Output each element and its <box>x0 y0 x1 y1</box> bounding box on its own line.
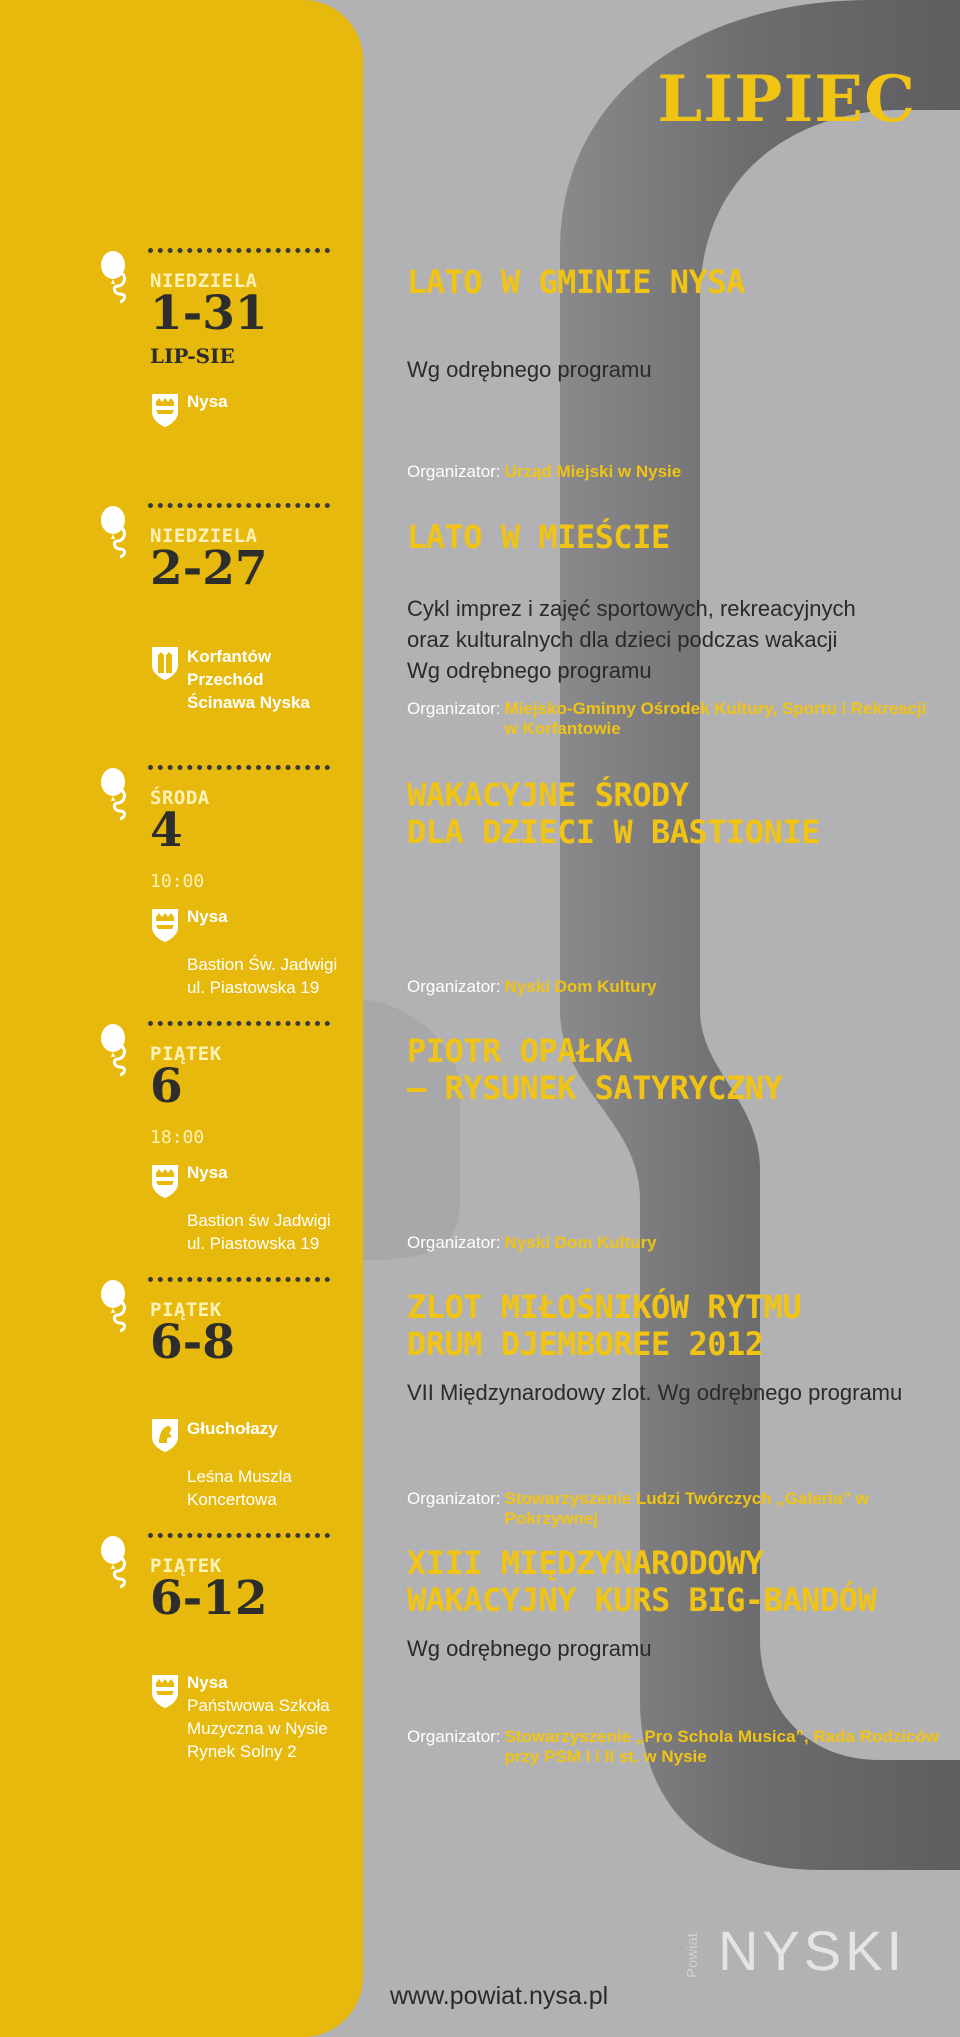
balloon-music-icon <box>98 767 134 821</box>
event-town: Nysa <box>187 1163 228 1182</box>
event-organizer <box>407 462 681 482</box>
event-town: Nysa <box>187 907 228 926</box>
dotted-divider <box>148 1533 330 1538</box>
event-description: Wg odrębnego programu <box>407 357 652 382</box>
event-title: LATO W MIEŚCIE <box>407 518 670 556</box>
organizer-name: Miejsko-Gminny Ośrodek Kultury, Sportu i Rekreacji w Korfantowie <box>504 699 927 738</box>
event-day: PIĄTEK <box>150 1555 222 1577</box>
event-months: LIP-SIE <box>150 344 235 368</box>
dotted-divider <box>148 503 330 508</box>
organizer-label: Organizator: <box>407 1489 501 1508</box>
website-link[interactable]: www.powiat.nysa.pl <box>390 1982 609 2010</box>
event-description: Wg odrębnego programu <box>407 1636 652 1661</box>
event-title: WAKACYJNE ŚRODY DLA DZIECI W BASTIONIE <box>407 776 820 851</box>
balloon-music-icon <box>98 1279 134 1333</box>
event-organizer <box>407 1233 657 1253</box>
event-date: 6 <box>150 1059 183 1114</box>
event-town: Korfantów Przechód Ścinawa Nyska <box>187 647 310 712</box>
event-venue: Państwowa Szkoła Muzyczna w Nysie Rynek Solny 2 <box>187 1696 330 1761</box>
balloon-music-icon <box>98 505 134 559</box>
dotted-divider <box>148 248 330 253</box>
event-title: ZLOT MIŁOŚNIKÓW RYTMU DRUM DJEMBOREE 2012 <box>407 1288 802 1363</box>
glucholazy-crest-icon <box>150 1417 180 1453</box>
event-day: PIĄTEK <box>150 1299 222 1321</box>
event-title: LATO W GMINIE NYSA <box>407 263 745 301</box>
organizer-label: Organizator: <box>407 977 501 996</box>
event-description: VII Międzynarodowy zlot. Wg odrębnego programu <box>407 1380 903 1405</box>
event-day: NIEDZIELA <box>150 270 258 292</box>
event-date: 1-31 <box>150 286 268 341</box>
event-organizer <box>407 699 927 739</box>
event-day: ŚRODA <box>150 787 210 809</box>
dotted-divider <box>148 1277 330 1282</box>
event-town: Głuchołazy <box>187 1419 278 1438</box>
organizer-label: Organizator: <box>407 1233 501 1252</box>
nysa-crest-icon <box>150 1673 180 1709</box>
balloon-music-icon <box>98 1023 134 1077</box>
organizer-label: Organizator: <box>407 699 501 718</box>
event-date: 6-8 <box>150 1315 235 1370</box>
balloon-music-icon <box>98 250 134 304</box>
dotted-divider <box>148 1021 330 1026</box>
event-venue: Leśna Muszla Koncertowa <box>187 1467 292 1509</box>
nysa-crest-icon <box>150 907 180 943</box>
event-date: 6-12 <box>150 1571 268 1626</box>
event-organizer <box>407 1727 939 1767</box>
korfantow-crest-icon <box>150 645 180 681</box>
dotted-divider <box>148 765 330 770</box>
event-date: 4 <box>150 803 183 858</box>
event-organizer <box>407 977 657 997</box>
event-venue: Bastion Św. Jadwigi ul. Piastowska 19 <box>187 955 338 997</box>
month-title: LIPIEC <box>657 62 916 137</box>
organizer-label: Organizator: <box>407 462 501 481</box>
event-town: Nysa <box>187 392 228 411</box>
event-description: Cykl imprez i zajęć sportowych, rekreacyjnych oraz kulturalnych dla dzieci podczas wakacji Wg odrębnego programu <box>407 596 856 683</box>
logo-powiat-text: Powiat <box>684 1932 701 1978</box>
event-day: NIEDZIELA <box>150 525 258 547</box>
event-town: Nysa <box>187 1673 228 1692</box>
event-time: 10:00 <box>150 871 205 892</box>
organizer-name: Stowarzyszenie „Pro Schola Musica”, Rada Rodziców przy PSM I i II st. w Nysie <box>504 1727 940 1766</box>
organizer-name: Nyski Dom Kultury <box>504 977 657 996</box>
event-organizer <box>407 1489 960 1529</box>
nysa-crest-icon <box>150 1163 180 1199</box>
organizer-label: Organizator: <box>407 1727 501 1746</box>
logo-nyski: NYSKI <box>718 1919 907 1982</box>
balloon-music-icon <box>98 1535 134 1589</box>
event-title: XIII MIĘDZYNARODOWY WAKACYJNY KURS BIG-BANDÓW <box>407 1544 877 1619</box>
organizer-name: Nyski Dom Kultury <box>504 1233 657 1252</box>
event-title: PIOTR OPAŁKA – RYSUNEK SATYRYCZNY <box>407 1032 783 1107</box>
event-time: 18:00 <box>150 1127 205 1148</box>
event-venue: Bastion św Jadwigi ul. Piastowska 19 <box>187 1211 331 1253</box>
nysa-crest-icon <box>150 392 180 428</box>
event-day: PIĄTEK <box>150 1043 222 1065</box>
organizer-name: Stowarzyszenie Ludzi Twórczych „Galeria” w Pokrzywnej <box>504 1489 869 1528</box>
organizer-name: Urząd Miejski w Nysie <box>504 462 682 481</box>
event-date: 2-27 <box>150 541 268 596</box>
